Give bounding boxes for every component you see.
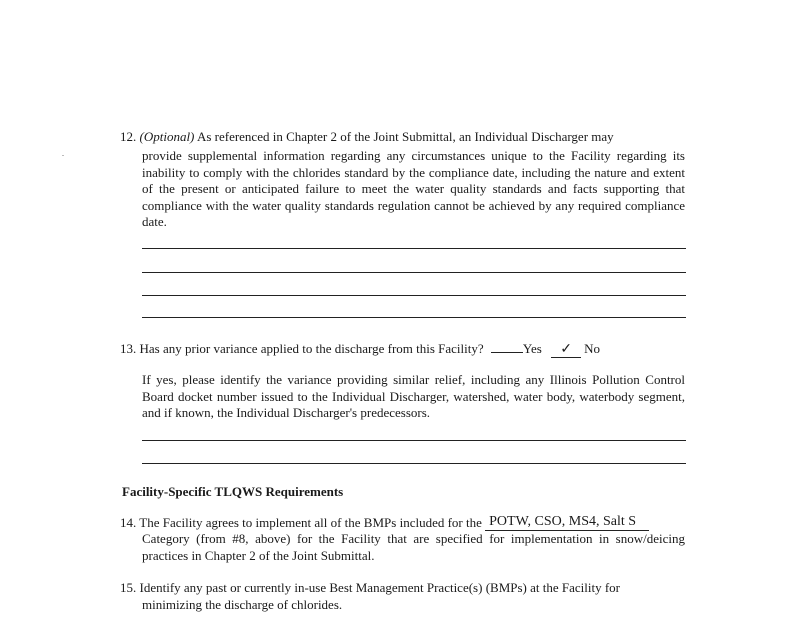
q12-text-first: As referenced in Chapter 2 of the Joint Submittal, an Individual Discharger may: [196, 129, 614, 144]
q12-text-rest: provide supplemental information regarding any circumstances unique to the Facility regarding its inability to comply with the chlorides standard by the compliance date, including the nature and extent of the present or anticipated failure to meet the water quality standards and facts supporting that compliance with the water quality standards regulation cannot be achieved by any required compliance date.: [142, 148, 685, 230]
q14-category-field[interactable]: POTW, CSO, MS4, Salt S: [485, 513, 649, 531]
q13-no-label: No: [584, 341, 600, 356]
q13-followup: If yes, please identify the variance providing similar relief, including any Illinois Pollution Control Board docket number issued to the Individual Discharger, watershed, water body, waterbody segment, and if known, the Individual Discharger's predecessors.: [142, 372, 685, 421]
q13-question: Has any prior variance applied to the discharge from this Facility?: [139, 341, 484, 356]
q13-no-checkmark[interactable]: ✓: [551, 342, 581, 358]
q12-answer-line-2[interactable]: [142, 272, 686, 273]
q14-first-line: [120, 513, 649, 531]
scan-speck: [62, 155, 64, 156]
q12-answer-line-3[interactable]: [142, 295, 686, 296]
q14-number: 14.: [120, 515, 137, 530]
section-heading: Facility-Specific TLQWS Requirements: [122, 484, 344, 499]
q12-answer-line-4[interactable]: [142, 317, 686, 318]
q13-answer-line-1[interactable]: [142, 440, 686, 441]
q15-text-first: Identify any past or currently in-use Best Management Practice(s) (BMPs) at the Facility for: [139, 580, 621, 595]
q13-yes-label: Yes: [522, 341, 542, 356]
q13-yes-blank[interactable]: [491, 352, 523, 353]
q13-answer-line-2[interactable]: [142, 463, 686, 464]
q12-number: 12.: [120, 129, 137, 144]
q14-text-after: Category (from #8, above) for the Facility that are specified for implementation in snow/deicing practices in Chapter 2 of the Joint Submittal.: [142, 531, 685, 563]
q12-optional-tag: (Optional): [139, 129, 195, 144]
q12-answer-line-1[interactable]: [142, 248, 686, 249]
q15-first-line: [120, 579, 686, 596]
q13-number: 13.: [120, 341, 137, 356]
q13-question-line: [120, 340, 600, 358]
q14-text-before: The Facility agrees to implement all of the BMPs included for the: [139, 515, 482, 530]
q15-text-rest: minimizing the discharge of chlorides.: [142, 597, 343, 612]
q15-number: 15.: [120, 580, 137, 595]
q12-first-line: [120, 128, 686, 145]
